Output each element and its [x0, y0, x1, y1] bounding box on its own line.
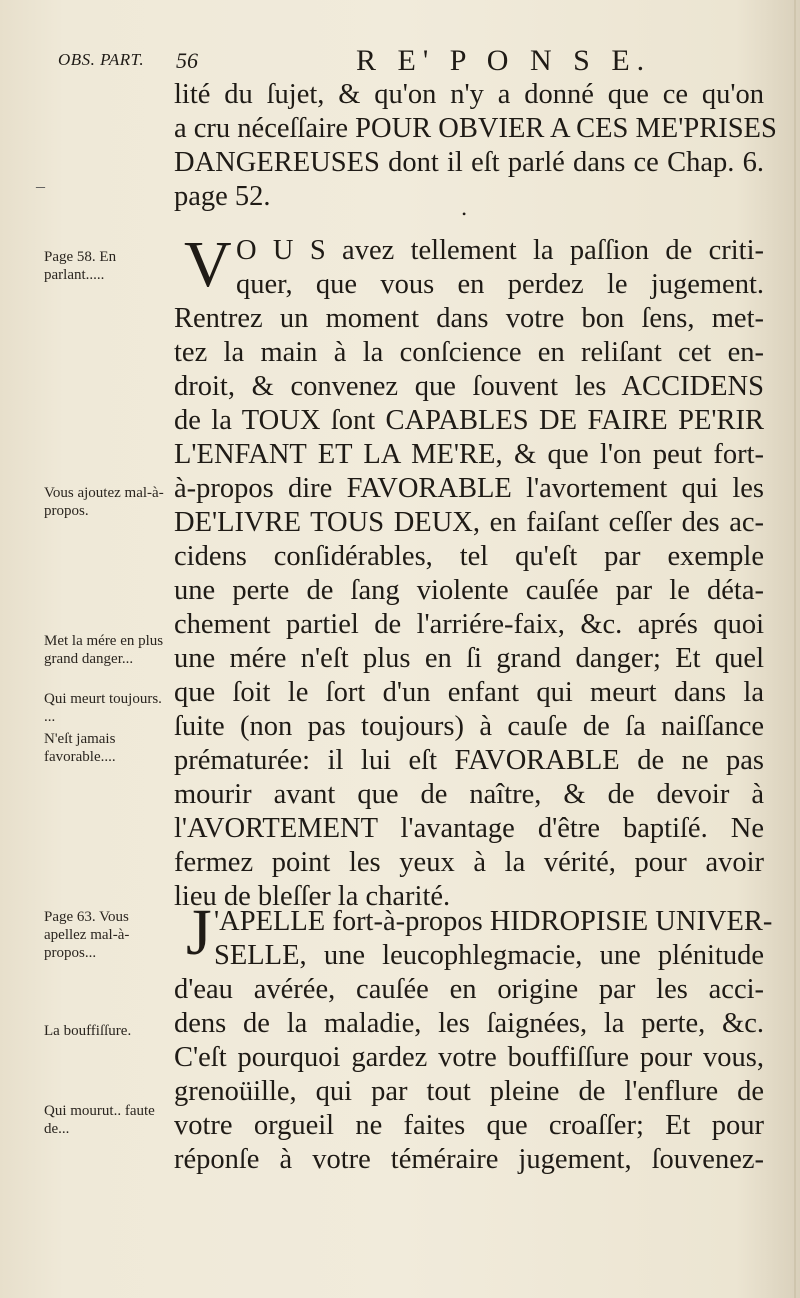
body-line: ſuite (non pas toujours) à cauſe de ſa naiſſance	[174, 711, 764, 742]
body-line: 'APELLE fort-à-propos HIDROPISIE UNIVER-	[214, 906, 773, 937]
body-line: DANGEREUSES dont il eſt parlé dans ce Chap. 6.	[174, 147, 764, 178]
body-line: C'eſt pourquoi gardez votre bouffiſſure pour vous,	[174, 1042, 764, 1073]
body-line: fermez point les yeux à la vérité, pour avoir	[174, 847, 764, 878]
body-line: page 52.	[174, 181, 271, 212]
body-line: prématurée: il lui eſt FAVORABLE de ne pas	[174, 745, 764, 776]
body-line: Rentrez un moment dans votre bon ſens, met-	[174, 303, 764, 334]
body-line: réponſe à votre téméraire jugement, ſouvenez-	[174, 1144, 764, 1175]
drop-cap: V	[184, 228, 232, 301]
page-edge	[794, 0, 796, 1298]
body-line: quer, que vous en perdez le jugement.	[236, 269, 764, 300]
margin-note: Page 58. En parlant.....	[44, 249, 117, 283]
body-line: cidens conſidérables, tel qu'eſt par exemple	[174, 541, 764, 572]
body-line: droit, & convenez que ſouvent les ACCIDENS	[174, 371, 764, 402]
margin-note: Page 63. Vous apellez mal-à-propos...	[44, 909, 130, 961]
margin-note: N'eſt jamais favorable....	[44, 731, 116, 765]
body-line: O U S avez tellement la paſſion de criti-	[236, 235, 764, 266]
body-line: à-propos dire FAVORABLE l'avortement qui les	[174, 473, 764, 504]
body-line: lieu de bleſſer la charité.	[174, 881, 451, 912]
body-line: votre orgueil ne faites que croaſſer; Et pour	[174, 1110, 764, 1141]
running-head-left: OBS. PART.	[58, 50, 145, 69]
body-line: dens de la maladie, les ſaignées, la perte, &c.	[174, 1008, 764, 1039]
body-line: DE'LIVRE TOUS DEUX, en faiſant ceſſer des ac-	[174, 507, 764, 538]
body-line: chement partiel de l'arriére-faix, &c. aprés quoi	[174, 609, 764, 640]
body-line: mourir avant que de naître, & de devoir à	[174, 779, 764, 810]
body-line: une perte de ſang violente cauſée par le déta-	[174, 575, 764, 606]
margin-note: Qui mourut.. faute de...	[44, 1103, 155, 1137]
body-line: SELLE, une leucophlegmacie, une plénitude	[214, 940, 764, 971]
body-line: de la TOUX ſont CAPABLES DE FAIRE PE'RIR	[174, 405, 764, 436]
body-line: L'ENFANT ET LA ME'RE, & que l'on peut fort-	[174, 439, 764, 470]
body-line: a cru néceſſaire POUR OBVIER A CES ME'PRISES	[174, 113, 777, 144]
body-line: tez la main à la conſcience en reliſant cet en-	[174, 337, 764, 368]
ornament: •	[462, 207, 467, 221]
drop-cap: J	[186, 896, 212, 969]
body-line: lité du ſujet, & qu'on n'y a donné que ce qu'on	[174, 79, 764, 110]
body-line: une mére n'eſt plus en ſi grand danger; Et quel	[174, 643, 764, 674]
margin-note: La bouffiſſure.	[44, 1023, 132, 1039]
page-number: 56	[176, 48, 198, 73]
body-line: grenoüille, qui par tout pleine de l'enflure de	[174, 1076, 764, 1107]
margin-dash: –	[36, 176, 45, 196]
margin-note: Met la mére en plus grand danger...	[44, 633, 164, 667]
margin-note: Vous ajoutez mal-à-propos.	[44, 485, 164, 519]
body-line: d'eau avérée, cauſée en origine par les acci-	[174, 974, 764, 1005]
body-line: l'AVORTEMENT l'avantage d'être baptiſé. Ne	[174, 813, 764, 844]
body-line: que ſoit le ſort d'un enfant qui meurt dans la	[174, 677, 764, 708]
margin-note: Qui meurt toujours. ...	[44, 691, 162, 725]
running-head-title: R E' P O N S E.	[356, 44, 652, 77]
